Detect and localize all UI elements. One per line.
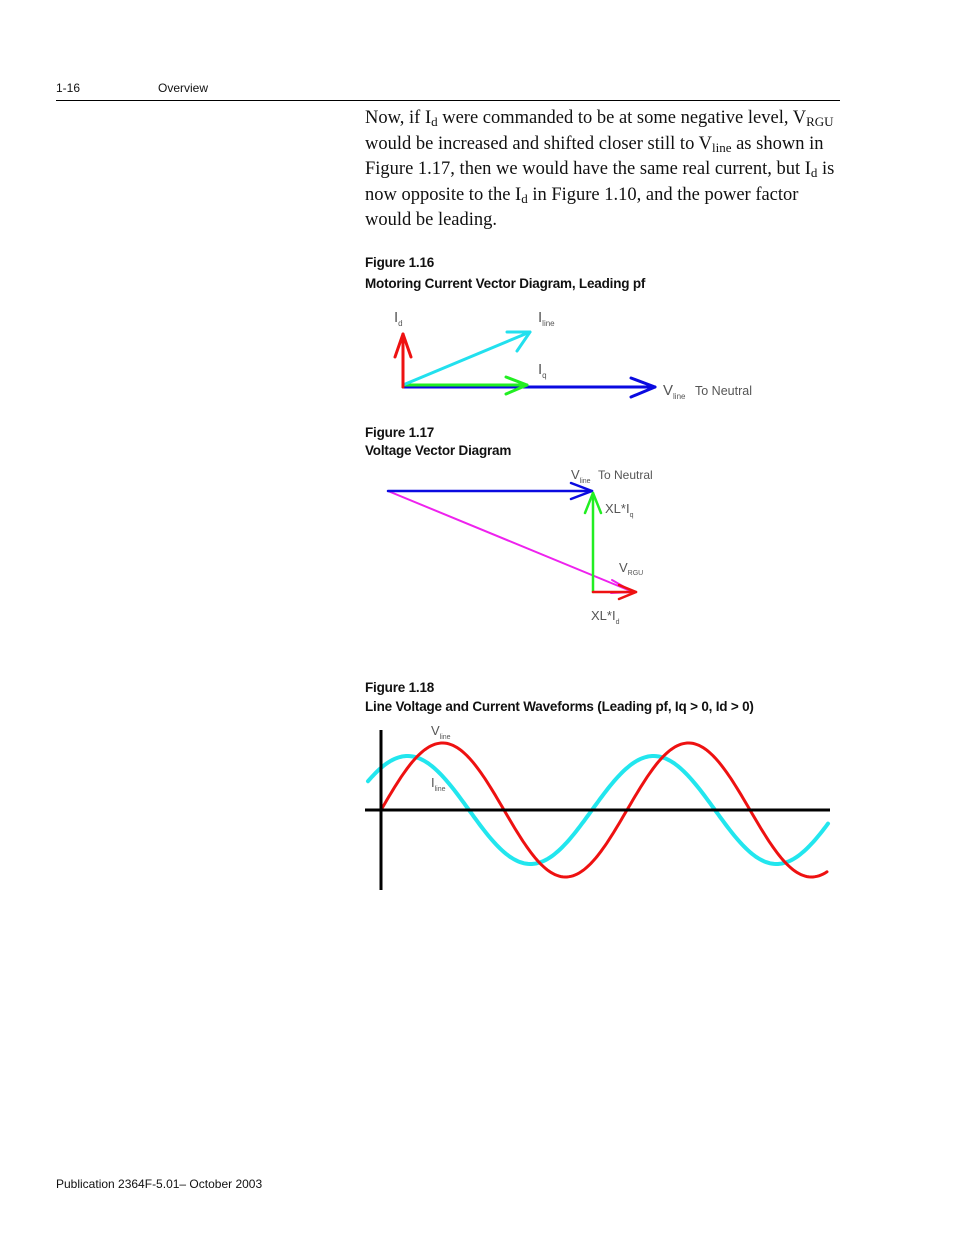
subscript: RGU: [806, 114, 834, 129]
iq-label: $I_q$: [538, 361, 547, 380]
text-run: were commanded to be at some negative level, V: [437, 108, 807, 128]
text-run: is now opposite to the I: [365, 159, 835, 205]
subscript: line: [711, 139, 732, 155]
xliq-label: $XL*I_q$: [605, 501, 634, 519]
section-title: Overview: [158, 81, 209, 95]
vline-17-label: $V_{line}$: [571, 467, 591, 485]
xlid-vector: [593, 585, 636, 599]
xlid-label: $XL*I_d$: [591, 608, 620, 626]
vrgu-label: $V_{RGU}$: [619, 560, 644, 577]
vrgu-shaft: [388, 491, 633, 592]
iline-label: $I_{line}$: [538, 309, 555, 328]
subscript: d: [810, 165, 818, 180]
id-label: $I_d$: [394, 309, 403, 328]
iline-vector: [403, 332, 530, 385]
text-run: as shown in Figure 1.17, then we would have the same real current, but I: [365, 133, 824, 179]
figure-1-16-diagram: [395, 332, 655, 397]
to-neutral-label: To Neutral: [695, 384, 752, 398]
vline-vector-17: [388, 483, 592, 499]
vline-label: $V_{line}$: [663, 382, 686, 401]
subscript: d: [431, 114, 438, 129]
text-run: would be increased and shifted closer still to V: [365, 133, 712, 154]
iline-shaft: [403, 332, 530, 385]
iq-vector: [403, 377, 527, 394]
id-vector: [395, 334, 411, 387]
figure-1-18-title: Line Voltage and Current Waveforms (Leading pf, Iq > 0, Id > 0): [365, 699, 754, 714]
vrgu-vector: [388, 491, 633, 593]
figure-1-17-label: Figure 1.17: [365, 425, 435, 440]
text-run: in Figure 1.10, and the power factor would be leading.: [365, 184, 799, 230]
figure-1-16-title: Motoring Current Vector Diagram, Leading pf: [365, 276, 646, 291]
iline-wave-label: $I_{line}$: [431, 775, 446, 793]
vline-vector: [403, 378, 655, 397]
figure-1-17-diagram: [388, 483, 636, 599]
subscript: d: [521, 190, 528, 206]
publication-footer: Publication 2364F-5.01– October 2003: [56, 1177, 263, 1191]
vline-wave-label: $V_{line}$: [431, 723, 451, 741]
figure-1-17-title: Voltage Vector Diagram: [365, 443, 512, 458]
text-run: Now, if I: [365, 108, 432, 128]
figure-1-18-label: Figure 1.18: [365, 680, 435, 695]
to-neutral-17-label: To Neutral: [598, 468, 653, 482]
figure-1-18-diagram: [365, 723, 830, 890]
page-number: 1-16: [56, 81, 81, 95]
figure-1-16-label: Figure 1.16: [365, 255, 435, 270]
